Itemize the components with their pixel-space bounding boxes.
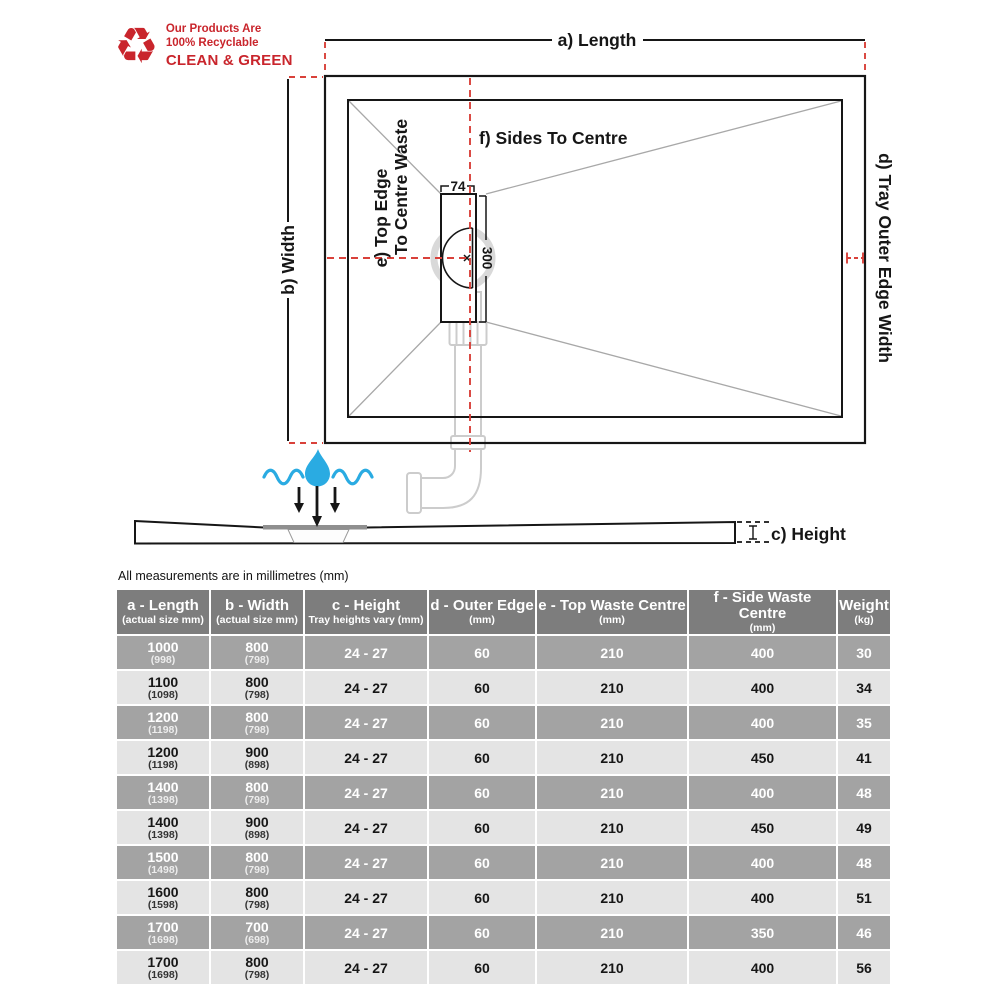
- cell-length: 1200 (1198): [116, 740, 210, 775]
- cell-width: 800 (798): [210, 635, 304, 670]
- cell-height: 24 - 27: [304, 845, 428, 880]
- table-row: [116, 810, 891, 845]
- cell-length: 1700 (1698): [116, 950, 210, 985]
- col-a-length: a - Length (actual size mm): [116, 589, 210, 635]
- cell-top-waste: 210: [536, 670, 688, 705]
- cell-side-waste: 400: [688, 950, 837, 985]
- water-droplet-icon: [305, 449, 330, 486]
- cell-weight: 41: [837, 740, 891, 775]
- cell-length: 1400 (1398): [116, 775, 210, 810]
- cell-height: 24 - 27: [304, 810, 428, 845]
- table-row: [116, 775, 891, 810]
- table-row: [116, 740, 891, 775]
- cell-length: 1600 (1598): [116, 880, 210, 915]
- label-top-waste-1: e) Top Edge: [371, 168, 391, 268]
- cell-weight: 56: [837, 950, 891, 985]
- cell-weight: 48: [837, 845, 891, 880]
- cell-width: 800 (798): [210, 670, 304, 705]
- dim-300-value: 300: [479, 246, 495, 270]
- cell-width: 800 (798): [210, 950, 304, 985]
- cell-side-waste: 400: [688, 705, 837, 740]
- table-row: [116, 880, 891, 915]
- cell-height: 24 - 27: [304, 740, 428, 775]
- cell-height: 24 - 27: [304, 915, 428, 950]
- table-header-row: [116, 589, 891, 635]
- cell-top-waste: 210: [536, 775, 688, 810]
- spec-table: [115, 588, 892, 986]
- cell-width: 800 (798): [210, 775, 304, 810]
- label-width: b) Width: [278, 225, 298, 295]
- flow-arrows: [294, 486, 340, 527]
- cell-outer-edge: 60: [428, 845, 536, 880]
- cell-top-waste: 210: [536, 915, 688, 950]
- cell-side-waste: 450: [688, 740, 837, 775]
- measurements-note: All measurements are in millimetres (mm): [118, 569, 349, 583]
- cell-outer-edge: 60: [428, 950, 536, 985]
- label-height: c) Height: [771, 524, 846, 544]
- cell-top-waste: 210: [536, 810, 688, 845]
- col-c-height: c - Height Tray heights vary (mm): [304, 589, 428, 635]
- cell-width: 700 (698): [210, 915, 304, 950]
- cell-side-waste: 400: [688, 670, 837, 705]
- cell-height: 24 - 27: [304, 635, 428, 670]
- col-b-width: b - Width (actual size mm): [210, 589, 304, 635]
- cell-outer-edge: 60: [428, 880, 536, 915]
- label-top-waste-2: To Centre Waste: [391, 118, 411, 256]
- col-weight: Weight (kg): [837, 589, 891, 635]
- cell-side-waste: 400: [688, 775, 837, 810]
- dim-height: [737, 522, 769, 542]
- cell-length: 1000 (998): [116, 635, 210, 670]
- waste-pipe: [407, 292, 487, 513]
- logo-line-1: Our Products Are: [165, 23, 262, 35]
- cell-top-waste: 210: [536, 950, 688, 985]
- label-outer-edge: d) Tray Outer Edge Width: [875, 153, 895, 363]
- cell-weight: 30: [837, 635, 891, 670]
- table-row: [116, 705, 891, 740]
- cell-side-waste: 400: [688, 880, 837, 915]
- cell-length: 1400 (1398): [116, 810, 210, 845]
- table-row: [116, 845, 891, 880]
- cell-length: 1500 (1498): [116, 845, 210, 880]
- cell-width: 900 (898): [210, 810, 304, 845]
- cell-height: 24 - 27: [304, 775, 428, 810]
- cell-side-waste: 400: [688, 845, 837, 880]
- tray-side-profile: [135, 521, 735, 544]
- cell-outer-edge: 60: [428, 635, 536, 670]
- col-d-outer-edge: d - Outer Edge (mm): [428, 589, 536, 635]
- tray-slope-lines: [349, 101, 841, 416]
- label-length: a) Length: [557, 30, 637, 50]
- cell-height: 24 - 27: [304, 705, 428, 740]
- cell-weight: 48: [837, 775, 891, 810]
- table-row: [116, 670, 891, 705]
- table-row: [116, 950, 891, 985]
- cell-height: 24 - 27: [304, 670, 428, 705]
- cell-outer-edge: 60: [428, 810, 536, 845]
- cell-width: 800 (798): [210, 845, 304, 880]
- cell-side-waste: 350: [688, 915, 837, 950]
- cell-length: 1200 (1198): [116, 705, 210, 740]
- cell-top-waste: 210: [536, 705, 688, 740]
- cell-height: 24 - 27: [304, 950, 428, 985]
- recyclable-logo: [114, 18, 293, 74]
- recycle-icon: ♻: [114, 17, 159, 75]
- cell-outer-edge: 60: [428, 705, 536, 740]
- cell-width: 900 (898): [210, 740, 304, 775]
- cell-weight: 34: [837, 670, 891, 705]
- cell-side-waste: 450: [688, 810, 837, 845]
- cell-width: 800 (798): [210, 705, 304, 740]
- cell-top-waste: 210: [536, 740, 688, 775]
- cell-top-waste: 210: [536, 845, 688, 880]
- cell-length: 1100 (1098): [116, 670, 210, 705]
- cell-weight: 51: [837, 880, 891, 915]
- cell-outer-edge: 60: [428, 740, 536, 775]
- table-row: [116, 915, 891, 950]
- logo-line-2: 100% Recyclable: [165, 36, 259, 49]
- cell-width: 800 (798): [210, 880, 304, 915]
- cell-weight: 49: [837, 810, 891, 845]
- dim-74-value: 74: [450, 179, 466, 194]
- cell-height: 24 - 27: [304, 880, 428, 915]
- cell-weight: 35: [837, 705, 891, 740]
- cell-side-waste: 400: [688, 635, 837, 670]
- cell-weight: 46: [837, 915, 891, 950]
- label-sides-to-centre: f) Sides To Centre: [479, 128, 628, 148]
- cell-outer-edge: 60: [428, 670, 536, 705]
- col-e-top-waste-centre: e - Top Waste Centre (mm): [536, 589, 688, 635]
- table-row: [116, 635, 891, 670]
- cell-length: 1700 (1698): [116, 915, 210, 950]
- col-f-side-waste-centre: f - Side Waste Centre (mm): [688, 589, 837, 635]
- cell-top-waste: 210: [536, 880, 688, 915]
- side-profile-recess: [288, 530, 349, 543]
- cell-outer-edge: 60: [428, 915, 536, 950]
- side-profile-waste-plate: [263, 525, 367, 530]
- cell-top-waste: 210: [536, 635, 688, 670]
- cell-outer-edge: 60: [428, 775, 536, 810]
- logo-line-3: CLEAN & GREEN: [165, 52, 293, 69]
